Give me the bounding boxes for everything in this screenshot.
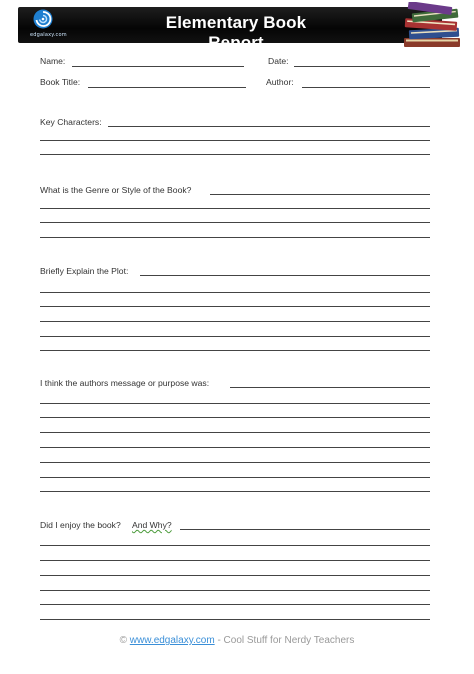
date-label: Date: [268, 56, 289, 66]
writing-line[interactable] [40, 237, 430, 238]
writing-line[interactable] [40, 336, 430, 337]
author-label: Author: [266, 77, 294, 87]
message-row [40, 378, 430, 392]
book-title-label: Book Title: [40, 77, 81, 87]
writing-line[interactable] [40, 403, 430, 404]
writing-line[interactable] [40, 350, 430, 351]
enjoy-line[interactable] [180, 529, 430, 530]
writing-line[interactable] [40, 140, 430, 141]
writing-line[interactable] [40, 306, 430, 307]
logo-text: edgalaxy.com [30, 32, 67, 38]
page-title: Elementary Book Report [165, 13, 307, 52]
writing-line[interactable] [40, 590, 430, 591]
writing-line[interactable] [40, 447, 430, 448]
title-author-row [40, 77, 430, 91]
genre-line[interactable] [210, 194, 430, 195]
writing-line[interactable] [40, 432, 430, 433]
writing-line[interactable] [40, 491, 430, 492]
writing-line[interactable] [40, 292, 430, 293]
plot-row [40, 266, 430, 280]
writing-line[interactable] [40, 222, 430, 223]
date-line[interactable] [294, 66, 430, 67]
writing-line[interactable] [40, 575, 430, 576]
why-label: And Why? [132, 520, 172, 530]
writing-line[interactable] [40, 619, 430, 620]
footer [0, 635, 474, 646]
author-line[interactable] [302, 87, 430, 88]
site-link[interactable]: www.edgalaxy.com [129, 635, 215, 646]
genre-row [40, 185, 430, 199]
writing-line[interactable] [40, 417, 430, 418]
writing-line[interactable] [40, 560, 430, 561]
writing-line[interactable] [40, 477, 430, 478]
key-characters-line[interactable] [108, 126, 430, 127]
key-characters-row [40, 117, 430, 131]
book-title-line[interactable] [88, 87, 246, 88]
header-bar [18, 7, 442, 52]
enjoy-label: Did I enjoy the book? [40, 520, 121, 530]
copyright-symbol: © [119, 635, 128, 646]
message-label: I think the authors message or purpose was: [40, 378, 210, 388]
enjoy-row [40, 520, 430, 534]
writing-line[interactable] [40, 321, 430, 322]
writing-line[interactable] [40, 545, 430, 546]
plot-label: Briefly Explain the Plot: [40, 266, 129, 276]
edgalaxy-logo-icon [32, 8, 54, 30]
key-characters-label: Key Characters: [40, 117, 102, 127]
name-date-row [40, 56, 430, 70]
message-line[interactable] [230, 387, 430, 388]
name-label: Name: [40, 56, 66, 66]
genre-label: What is the Genre or Style of the Book? [40, 185, 192, 195]
writing-line[interactable] [40, 154, 430, 155]
writing-line[interactable] [40, 604, 430, 605]
book-stack-icon [400, 2, 466, 50]
footer-tagline: - Cool Stuff for Nerdy Teachers [217, 635, 355, 646]
writing-line[interactable] [40, 208, 430, 209]
writing-line[interactable] [40, 462, 430, 463]
plot-line[interactable] [140, 275, 430, 276]
name-line[interactable] [72, 66, 244, 67]
